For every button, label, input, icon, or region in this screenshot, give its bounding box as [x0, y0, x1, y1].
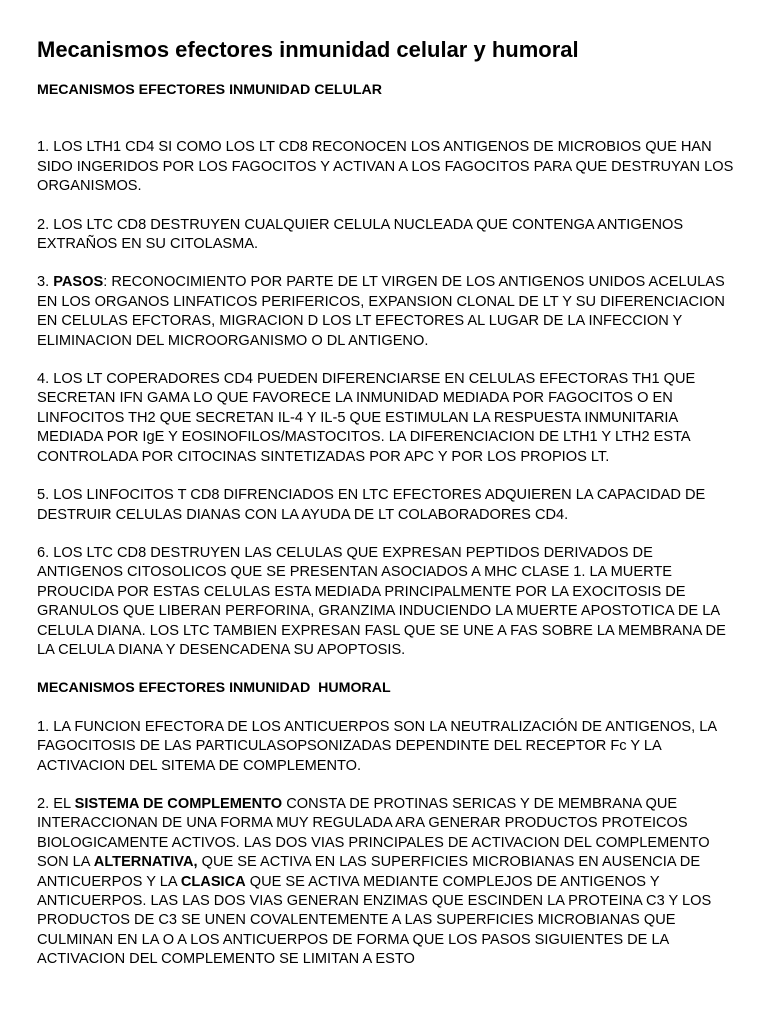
celular-paragraph-2: 2. LOS LTC CD8 DESTRUYEN CUALQUIER CELULA NUCLEADA QUE CONTENGA ANTIGENOS EXTRAÑOS EN SU CITOLASMA.: [37, 216, 684, 253]
humoral-paragraph-2: [37, 795, 738, 970]
section-heading-humoral: MECANISMOS EFECTORES INMUNIDAD HUMORAL: [37, 680, 391, 697]
celular-paragraph-4: 4. LOS LT COPERADORES CD4 PUEDEN DIFERENCIARSE EN CELULAS EFECTORAS TH1 QUE SECRETAN IFN GAMA LO QUE FAVORECE LA INMUNIDAD MEDIADA POR FAGOCITOS O EN LINFOCITOS TH2 QUE SECRETAN IL-4 Y IL-5 QUE ESTIMULAN LA RESPUESTA INMUNITARIA MEDIADA POR IgE Y EOSINOFILOS/MASTOCITOS. LA DIFERENCIACION DE LTH1 Y LTH2 ESTA CONTROLADA POR CITOCINAS SINTETIZADAS POR APC Y POR LOS PROPIOS LT.: [37, 371, 696, 465]
page-title: Mecanismos efectores inmunidad celular y humoral: [37, 37, 579, 62]
celular-paragraph-3: [37, 273, 738, 351]
emphasis-clasica: CLASICA: [180, 873, 246, 890]
emphasis-sistema-de-complemento: SISTEMA DE COMPLEMENTO: [74, 795, 283, 812]
paragraph-text: QUE SE ACTIVA MEDIANTE COMPLEJOS DE ANTIGENOS Y ANTICUERPOS. LAS LAS DOS VIAS GENERAN ENZIMAS QUE ESCINDEN LA PROTEINA C3 Y LOS PRODUCTOS DE C3 SE UNEN COVALENTEMENTE A LAS SUPERFICIES MICROBIANAS QUE CULMINAN EN LA O A LOS ANTICUERPOS DE FORMA QUE LOS PASOS SIGUIENTES DE LA ACTIVACION DEL COMPLEMENTO SE LIMITAN A ESTO: [37, 873, 712, 968]
section-heading-celular: MECANISMOS EFECTORES INMUNIDAD CELULAR: [37, 82, 382, 98]
humoral-paragraph-1: 1. LA FUNCION EFECTORA DE LOS ANTICUERPOS SON LA NEUTRALIZACIÓN DE ANTIGENOS, LA FAGOCITOSIS DE LAS PARTICULASOPSONIZADAS DEPENDINTE DEL RECEPTOR Fc Y LA ACTIVACION DEL SITEMA DE COMPLEMENTO.: [37, 718, 717, 774]
emphasis-pasos: PASOS: [53, 274, 104, 291]
celular-paragraph-1: 1. LOS LTH1 CD4 SI COMO LOS LT CD8 RECONOCEN LOS ANTIGENOS DE MICROBIOS QUE HAN SIDO INGERIDOS POR LOS FAGOCITOS Y ACTIVAN A LOS FAGOCITOS PARA QUE DESTRUYAN LOS ORGANISMOS.: [37, 139, 734, 195]
paragraph-text: 2. EL: [37, 795, 75, 812]
paragraph-text: QUE SE ACTIVA EN LAS SUPERFICIES MICROBIANAS EN AUSENCIA DE ANTICUERPOS Y LA: [37, 854, 701, 890]
paragraph-text: : RECONOCIMIENTO POR PARTE DE LT VIRGEN DE LOS ANTIGENOS UNIDOS ACELULAS EN LOS ORGANOS LINFATICOS PERIFERICOS, EXPANSION CLONAL DE LT Y SU DIFERENCIACION EN CELULAS EFCTORAS, MIGRACION D LOS LT EFECTORES AL LUGAR DE LA INFECCION Y ELIMINACION DEL MICROORGANISMO O DL ANTIGENO.: [37, 274, 725, 349]
celular-paragraph-5: 5. LOS LINFOCITOS T CD8 DIFRENCIADOS EN LTC EFECTORES ADQUIEREN LA CAPACIDAD DE DESTRUIR CELULAS DIANAS CON LA AYUDA DE LT COLABORADORES CD4.: [37, 487, 706, 523]
paragraph-text: CONSTA DE PROTINAS SERICAS Y DE MEMBRANA QUE INTERACCIONAN DE UNA FORMA MUY REGULADA ARA GENERAR PRODUCTOS PROTEICOS BIOLOGICAMENTE ACTIVOS. LAS DOS VIAS PRINCIPALES DE ACTIVACION DEL COMPLEMENTO SON LA: [37, 795, 710, 871]
celular-paragraph-6: 6. LOS LTC CD8 DESTRUYEN LAS CELULAS QUE EXPRESAN PEPTIDOS DERIVADOS DE ANTIGENOS CITOSOLICOS QUE SE PRESENTAN ASOCIADOS A MHC CLASE 1. LA MUERTE PROUCIDA POR ESTAS CELULAS ESTA MEDIADA PRINCIPALMENTE POR LA EXOCITOSIS DE GRANULOS QUE LIBERAN PERFORINA, GRANZIMA INDUCIENDO LA MUERTE APOSTOTICA DE LA CELULA DIANA. LOS LTC TAMBIEN EXPRESAN FASL QUE SE UNE A FAS SOBRE LA MEMBRANA DE LA CELULA DIANA Y DESENCADENA SU APOPTOSIS.: [37, 544, 726, 658]
emphasis-alternativa: ALTERNATIVA,: [93, 854, 198, 871]
paragraph-prefix: 3.: [37, 274, 54, 291]
